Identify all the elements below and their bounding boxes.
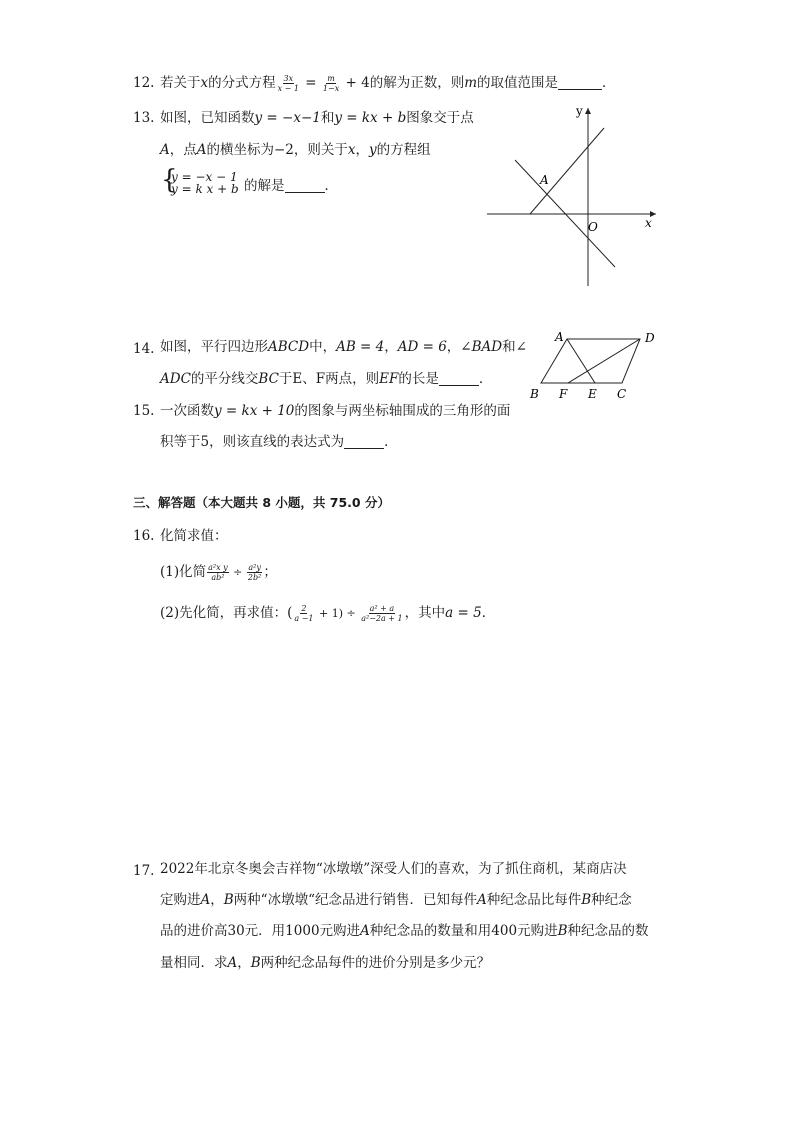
brace-icon: { bbox=[161, 165, 178, 195]
section-3-heading: 三、解答题（本大题共 8 小题，共 75.0 分） bbox=[133, 495, 390, 510]
y-axis-label: y bbox=[576, 104, 583, 118]
q13-line-2: A，点A的横坐标为−2，则关于x，y的方程组 bbox=[160, 142, 431, 158]
q13-number: 13. bbox=[133, 110, 155, 126]
q16-number: 16. bbox=[133, 528, 155, 544]
point-e-label: E bbox=[588, 387, 597, 401]
q12-answer-blank bbox=[558, 89, 602, 90]
bisector-a-e bbox=[567, 339, 595, 383]
q17-line-4: 量相同．求A，B两种纪念品每件的进价分别是多少元？ bbox=[160, 955, 491, 971]
q14-parallelogram-figure bbox=[527, 330, 667, 405]
q16-p2-fraction-2: $\frac{\text{a² + a}}{\text{a²−2a + 1}}$ bbox=[361, 604, 403, 623]
q16-part-1: (1)化简 $\frac{\text{a²x y}}{\text{ab²}}$ ÷ $\frac{\text{a²y}}{\text{2b²}}$ ； bbox=[160, 563, 277, 582]
q16-p1-fraction-1: $\frac{\text{a²x y}}{\text{ab²}}$ bbox=[208, 563, 228, 582]
x-axis-label: x bbox=[645, 216, 652, 230]
q13-equation-system: { y = −x − 1 y = k x + b bbox=[161, 165, 239, 196]
q14-number: 14. bbox=[133, 341, 155, 357]
q15-answer-blank bbox=[344, 448, 384, 449]
q14-line-2: ADC的平分线交BC于E、F两点，则EF的长是 ． bbox=[160, 371, 493, 387]
q13-answer-blank bbox=[285, 192, 325, 193]
point-a-label: A bbox=[540, 173, 549, 187]
q12-fraction-1: $\frac{3x}{x - 1}$ bbox=[277, 74, 300, 93]
point-f-label: F bbox=[559, 387, 568, 401]
q17-line-3: 品的进价高30元．用1000元购进A种纪念品的数量和用400元购进B种纪念品的数 bbox=[160, 923, 649, 939]
q15-line-2: 积等于5，则该直线的表达式为 ． bbox=[160, 434, 398, 450]
q12-text: 若关于x的分式方程 $\frac{3x}{x - 1}$ = $\frac{m}{1-x}$ + 4的解为正数，则m的取值范围是 ． bbox=[160, 74, 616, 93]
line-kx-plus-b bbox=[530, 128, 604, 214]
q12-fraction-2: $\frac{m}{1-x}$ bbox=[322, 74, 340, 93]
vertex-b-label: B bbox=[530, 387, 539, 401]
q12-number: 12. bbox=[133, 75, 155, 91]
q16-p2-fraction-1: $\frac{2}{a -1}$ bbox=[294, 604, 314, 623]
q13-line-1: 如图，已知函数y = −x−1和y = kx + b图象交于点 bbox=[160, 110, 474, 126]
q14-line-1: 如图，平行四边形ABCD中，AB = 4，AD = 6，∠BAD和∠ bbox=[160, 339, 527, 355]
q16-title: 化简求值： bbox=[160, 528, 228, 544]
q16-p1-fraction-2: $\frac{\text{a²y}}{\text{2b²}}$ bbox=[247, 563, 262, 582]
origin-label: O bbox=[588, 220, 598, 234]
bisector-d-f bbox=[568, 339, 640, 383]
q13-graph bbox=[482, 100, 662, 290]
q15-line-1: 一次函数y = kx + 10的图象与两坐标轴围成的三角形的面 bbox=[160, 403, 511, 419]
q17-line-2: 定购进A，B两种“冰墩墩“纪念品进行销售．已知每件A种纪念品比每件B种纪念 bbox=[160, 892, 632, 908]
vertex-d-label: D bbox=[645, 331, 655, 345]
q14-answer-blank bbox=[439, 385, 479, 386]
q17-line-1: 2022年北京冬奥会吉祥物“冰墩墩”深受人们的喜欢，为了抓住商机，某商店决 bbox=[160, 861, 627, 877]
q13-line-3: 的解是 ． bbox=[244, 178, 338, 194]
vertex-c-label: C bbox=[617, 387, 627, 401]
q17-number: 17. bbox=[133, 863, 155, 879]
vertex-a-label: A bbox=[555, 330, 564, 344]
q16-part-2: (2)先化简，再求值：( $\frac{2}{a -1}$ + 1) ÷ $\frac{\text{a² + a}}{\text{a²−2a + 1}}$ ，其中a = 5． bbox=[160, 604, 496, 623]
q15-number: 15. bbox=[133, 403, 155, 419]
